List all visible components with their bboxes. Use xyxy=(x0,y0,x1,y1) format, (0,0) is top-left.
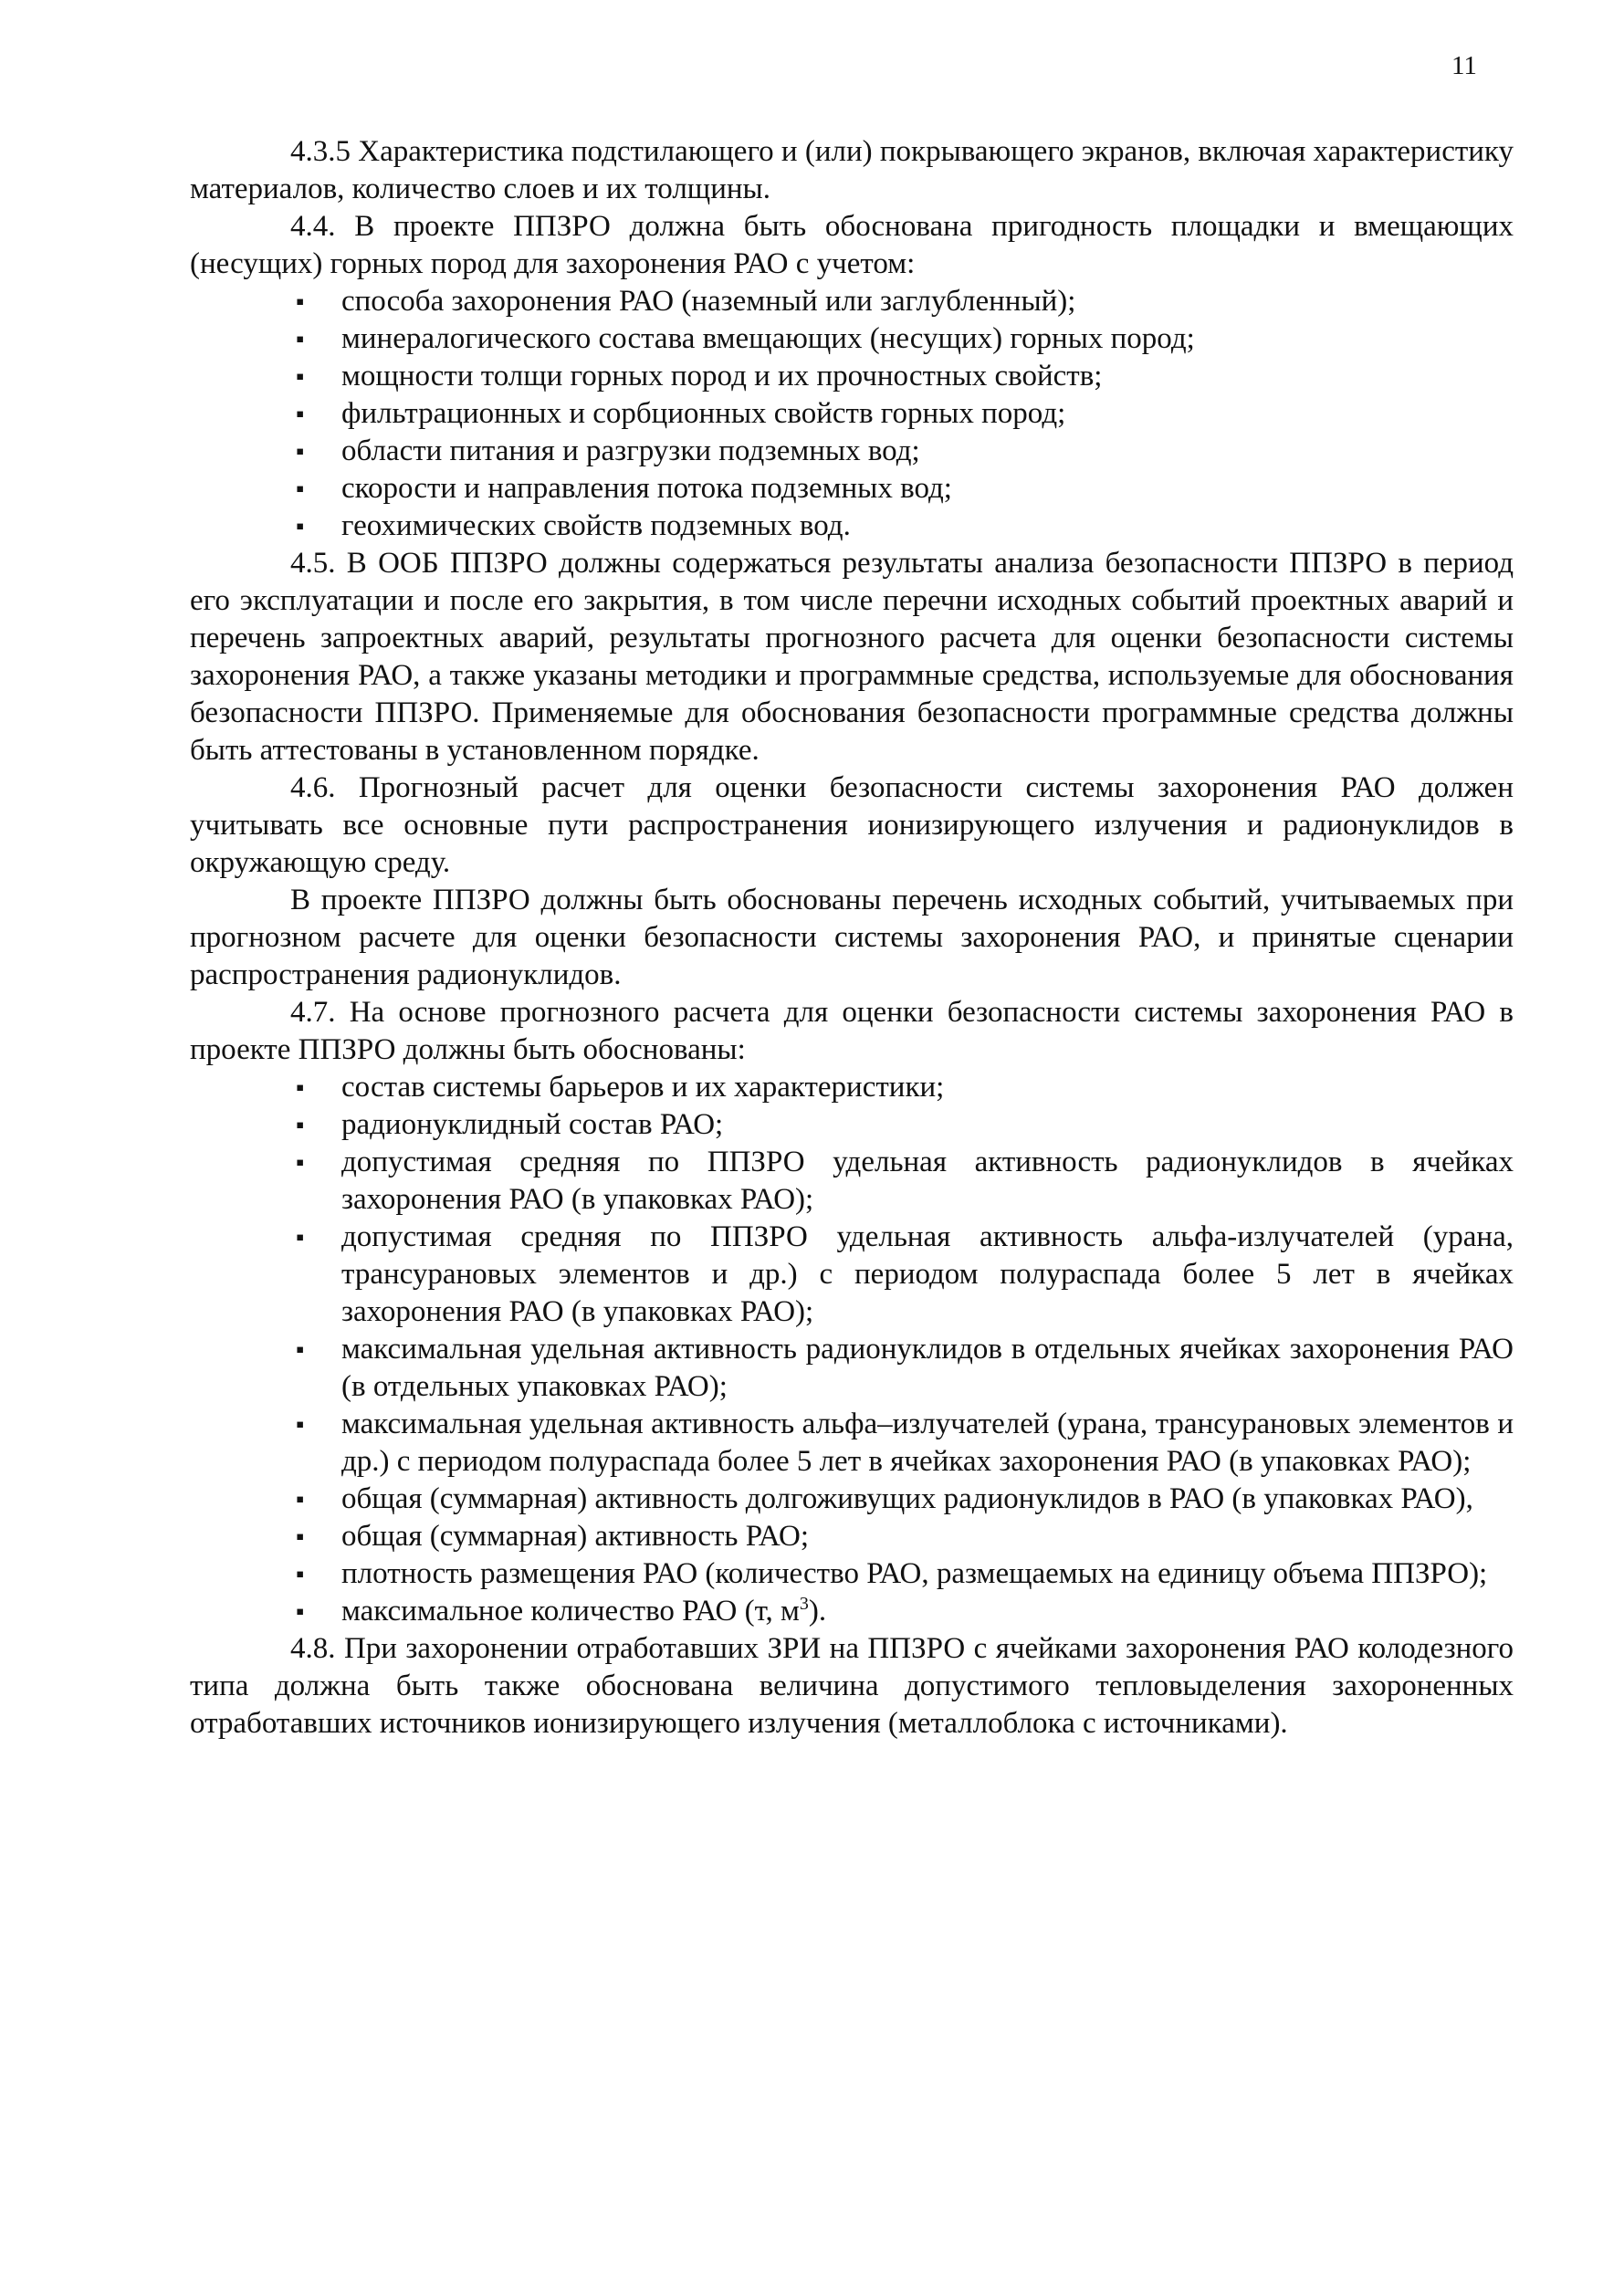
list-item: ▪ максимальная удельная активность альфа–излучателей (урана, трансурановых элементов и др.) с периодом полураспада более 5 лет в ячейках захоронения РАО (в упаковках РАО); xyxy=(341,1406,1514,1481)
list-4-4 xyxy=(190,283,1514,545)
list-item: ▪ скорости и направления потока подземных вод; xyxy=(341,470,1514,508)
superscript-exponent: 3 xyxy=(799,1594,809,1614)
list-item: ▪ допустимая средняя по ППЗРО удельная активность альфа-излучателей (урана, трансурановых элементов и др.) с периодом полураспада более 5 лет в ячейках захоронения РАО (в упаковках РАО); xyxy=(341,1219,1514,1331)
list-item: ▪ способа захоронения РАО (наземный или заглубленный); xyxy=(341,283,1514,320)
list-item: ▪ общая (суммарная) активность долгоживущих радионуклидов в РАО (в упаковках РАО), xyxy=(341,1481,1514,1518)
list-item: ▪ минералогического состава вмещающих (несущих) горных пород; xyxy=(341,320,1514,358)
list-4-7 xyxy=(190,1069,1514,1630)
list-item-max-quantity xyxy=(341,1593,1514,1630)
paragraph-4-4: 4.4. В проекте ППЗРО должна быть обоснована пригодность площадки и вмещающих (несущих) горных пород для захоронения РАО с учетом: xyxy=(190,210,1514,280)
paragraph-4-5: 4.5. В ООБ ППЗРО должны содержаться результаты анализа безопасности ППЗРО в период его эксплуатации и после его закрытия, в том числе перечни исходных событий проектных аварий и перечень запроектных аварий, результаты прогнозного расчета для оценки безопасности системы захоронения РАО, а также указаны методики и программные средства, используемые для обоснования безопасности ППЗРО. Применяемые для обоснования безопасности программные средства должны быть аттестованы в установленном порядке. xyxy=(190,547,1514,767)
list-item: ▪ плотность размещения РАО (количество РАО, размещаемых на единицу объема ППЗРО); xyxy=(341,1555,1514,1593)
paragraph-4-6-continued: В проекте ППЗРО должны быть обоснованы перечень исходных событий, учитываемых при прогнозном расчете для оценки безопасности системы захоронения РАО, и принятые сценарии распространения радионуклидов. xyxy=(190,884,1514,991)
document-body xyxy=(190,133,1514,1743)
paragraph-4-8: 4.8. При захоронении отработавших ЗРИ на ППЗРО с ячейками захоронения РАО колодезного типа должна быть также обоснована величина допустимого тепловыделения захороненных отработавших источников ионизирующего излучения (металлоблока с источниками). xyxy=(190,1632,1514,1740)
paragraph-4-7: 4.7. На основе прогнозного расчета для оценки безопасности системы захоронения РАО в проекте ППЗРО должны быть обоснованы: xyxy=(190,996,1514,1066)
list-item: ▪ допустимая средняя по ППЗРО удельная активность радионуклидов в ячейках захоронения РАО (в упаковках РАО); xyxy=(341,1144,1514,1219)
paragraph-4-3-5: 4.3.5 Характеристика подстилающего и (или) покрывающего экранов, включая характеристику материалов, количество слоев и их толщины. xyxy=(190,135,1514,205)
list-item-text-end: ). xyxy=(808,1595,827,1628)
list-item: ▪ состав системы барьеров и их характеристики; xyxy=(341,1069,1514,1106)
list-item: ▪ фильтрационных и сорбционных свойств горных пород; xyxy=(341,395,1514,433)
paragraph-4-6: 4.6. Прогнозный расчет для оценки безопасности системы захоронения РАО должен учитывать все основные пути распространения ионизирующего излучения и радионуклидов в окружающую среду. xyxy=(190,771,1514,879)
list-item: ▪ геохимических свойств подземных вод. xyxy=(341,508,1514,545)
list-item: ▪ области питания и разгрузки подземных вод; xyxy=(341,433,1514,470)
list-item: ▪ мощности толщи горных пород и их прочностных свойств; xyxy=(341,358,1514,395)
page-number: 11 xyxy=(1451,51,1477,80)
list-item: ▪ радионуклидный состав РАО; xyxy=(341,1106,1514,1144)
list-item-text: максимальное количество РАО (т, м xyxy=(341,1595,800,1628)
list-item: ▪ максимальная удельная активность радионуклидов в отдельных ячейках захоронения РАО (в отдельных упаковках РАО); xyxy=(341,1331,1514,1406)
list-item: ▪ общая (суммарная) активность РАО; xyxy=(341,1518,1514,1555)
